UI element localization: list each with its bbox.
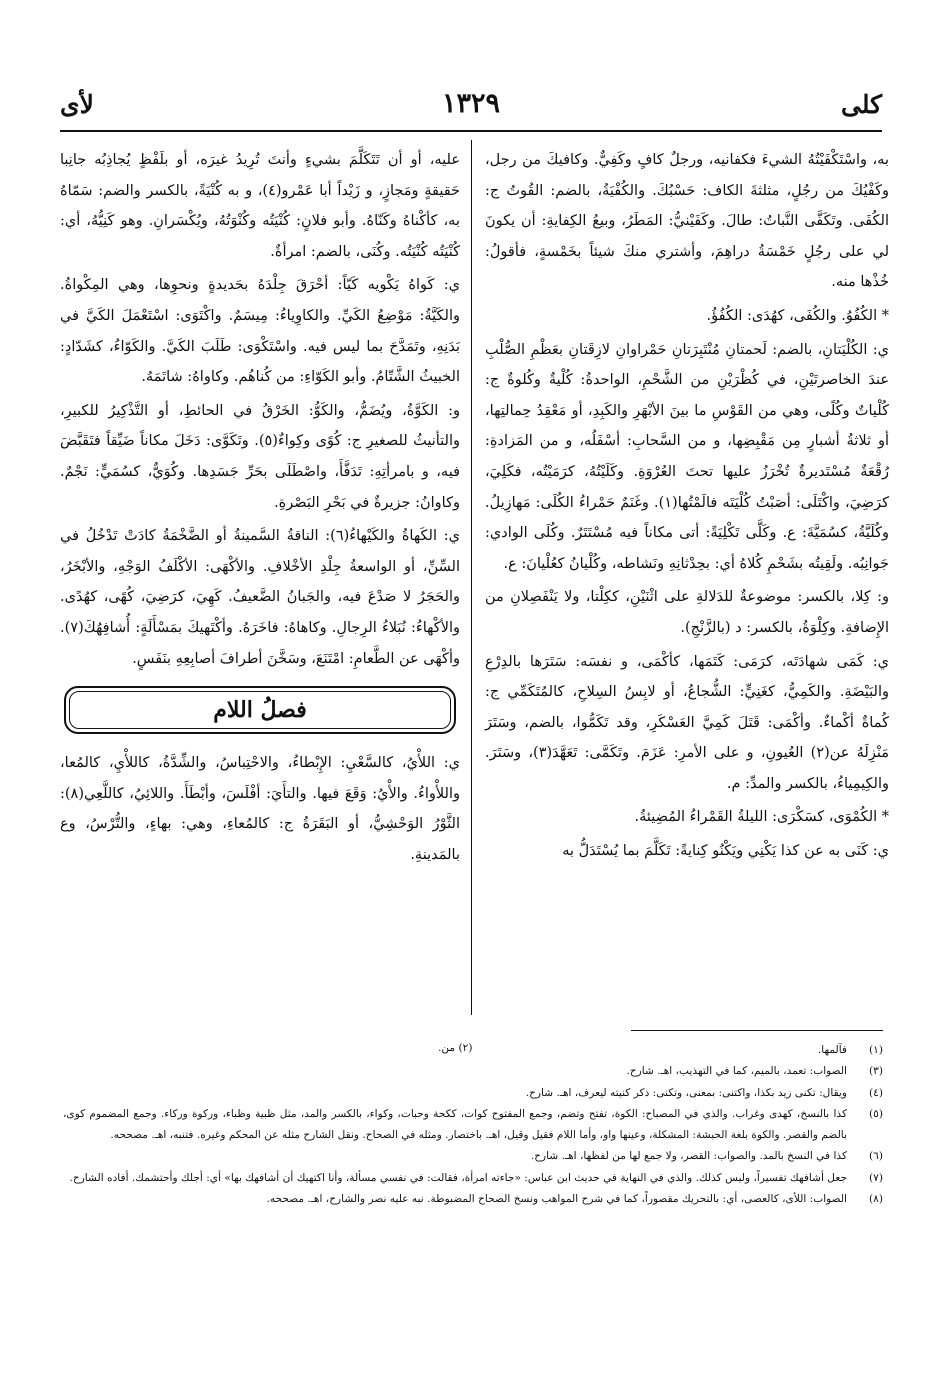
footnote-number: (٥): [869, 1107, 883, 1120]
page-header: [60, 88, 882, 128]
footnote-text: كذا بالنسخ، كهدى وغراب. والذي في المصباح: الكوة، تفتح وتضم، وجمع المفتوح كوات، ككحة وحبات، وكواء، بالكسر والمد، مثل ظبية وظباء، وركوة وركاء. وجمع المضموم كوى، بالضم والقصر. والكوة بلغة الحبشة: المشكلة، وعينها واو، وأما اللام فقيل وقيل، اهـ. باختصار. ومثله في الصحاح. ونقل الشارح مثله عن المحكم وغيره. فتنبه، اهـ. مصححه.: [63, 1107, 847, 1142]
entry-text: * الكُمْوَى، كسَكْرَى: الليلةُ القَمْراءُ المُضِيئةُ.: [634, 809, 889, 826]
footnote: [63, 1083, 883, 1104]
footnote: [63, 1104, 883, 1147]
entry-text: ي: الكُلْيَتانِ، بالضم: لَحمتانِ مُنْتَبِرَتانِ حَمْراوانِ لازِقَتانِ بعَظْمِ الصُّلْبِ عندَ الخاصرتَيْنِ، في كُظْرَيْنِ من الشَّحْمِ، الواحدةُ: كُلْيةٌ وكُلوةٌ ج: كُلْياتٌ وكُلًى، وهي من القَوْسِ ما بينَ الأبْهَرِ والكَبِدِ، أو مَعْقِدُ حِمالتِها، أو ثلاثةُ أشبارٍ مِن مَقْبِضِها، و من السَّحابِ: أسْفَلُه، و من المَزادةِ: رُقْعَةٌ مُسْتَديرةٌ تُخْرَزُ عليها تحتَ العُرْوَةِ. وكَلَيْتُهُ، كرَمَيْتُه، فكَلِيَ، كرَضِيَ، واكْتَلَى: أصَبْتُ كُلْيَتَه فالَمْتُها(١). وغَنَمٌ حَمْراءُ الكُلَى: مَهازِيلُ. وكُلَيَّةُ، كسُمَيَّةَ: ع. وكَلَّى تَكْلِيَةً: أتى مكاناً فيه مُسْتَتَرٌ. وكُلَى الوادي: جَوانِبُه. ولَقِيتُه بشَحْمِ كُلاهُ أي: بحِدْثانِهِ ونَشاطه، وكُلْيانُ كعُلْيانَ: ع.: [485, 341, 889, 572]
section-heading-box: [64, 686, 456, 734]
footnote: [63, 1189, 883, 1210]
page-number: ١٣٢٩: [441, 88, 500, 119]
footnote-number: (٨): [869, 1193, 883, 1206]
footnote: [63, 1040, 883, 1061]
entry-text: ي: كَمَى شهادَتَه، كرَمَى: كَتَمَها، كأكْمَى، و نفسَه: سَتَرَها بالدِرْعِ والبَيْضَةِ. والكَمِيُّ، كغَنِيٍّ: الشُّجاعُ، أو لابِسُ السِلاحِ، كالمُتَكَمِّي ج: كُماةٌ أكْماءٌ. وأكْمَى: قَتَلَ كَمِيَّ العَسْكَرِ، وقد تَكَمُّوا، بالضم، وسَتَرَ مَنْزِلَهُ عن(٢) العُيونِ، و على الأمرِ: عَزَمَ. وتَكَمَّى: تَعَهَّدَ(٣)، وسَتَرَ. والكِيمِياءُ، بالكسر والمدِّ: م.: [485, 653, 889, 792]
entry-text: * الكُفُوُ. والكُفَى، كهُدَى: الكُفُؤُ.: [706, 307, 889, 324]
entry-text: ي: الكَهاةُ والكَيْهاءُ(٦): الناقةُ السَّمينةُ أو الضَّخْمَةُ كادَتْ تَدْخُلُ في السِّنِّ، أو الواسعةُ جِلْدِ الأخْلافِ. والأكْهَى: الأكْلَفُ الوَجْهِ، والأبْخَرُ، والحَجَرُ لا صَدْعَ فيه، والجَبانُ الضَّعيفُ. كَهِيَ، كرَضِيَ، كُهًى، كهُدًى. والأكْهاءُ: نُبَلاءُ الرِجالِ. وكاهاهُ: فاخَرَهُ. وأكْتَهيكَ بمَسْأَلَةٍ: أُشافِهُكَ(٧). وأكْهَى عن الطَّعامِ: امْتَنَعَ، وسَخَّنَ أطرافَ أصابِعِهِ بنَفَسٍ.: [60, 528, 460, 667]
header-last-root: لأى: [60, 90, 94, 119]
right-column: [485, 145, 889, 867]
column-divider: [471, 140, 472, 1015]
footnote-rule: [631, 1030, 883, 1031]
header-root-word: كلى: [840, 90, 882, 119]
footnote: [63, 1168, 883, 1189]
footnote-text: الصواب: تعمد، بالميم، كما في التهذيب، اهـ. شارح.: [626, 1065, 847, 1078]
footnote-number: (٣): [869, 1065, 883, 1078]
footnote-text: جعل أشافهك تفسيراً، وليس كذلك. والذي في النهاية في حديث ابن عباس: «جاءته امرأة، فقالت: في نفسي مسألة، وأنا اكتهيك أن أشافهك بها» أي: أجلك وأحتشمك. أفاده الشارح.: [69, 1171, 847, 1184]
entry-text: ي: اللأْيُ، كالسَّعْيِ: الإِبْطاءُ، والاحْتِباسُ، والشِّدَّةُ، كاللأْيِ، كالمُعا، واللأْواءُ. والأْيُ: وَقَعَ فيها. والتأَيَ: أفْلَسَ، وأبْطَأَ. واللائِيُ، كاللَّعِي(٨): الثَّوْرُ الوَحْشِيُّ، أو البَقَرَةُ ج: كالمُعاءِ، وهي: بهاءٍ، والتُّرْسُ، وع بالمَدينةِ.: [60, 755, 460, 863]
section-title: فصلُ اللام: [213, 696, 307, 723]
footnote-text: فآلمها.: [817, 1044, 847, 1056]
header-rule: [60, 130, 882, 132]
footnote-text: كذا في النسخ بالمد. والصواب: القصر، ولا جمع لها من لفظها، اهـ. شارح.: [530, 1150, 847, 1163]
entry-text: عليه، أو أن تَتَكَلَّمَ بشيءٍ وأنتَ تُرِيدُ غيرَه، أو بلَفْظٍ يُجاذِبُه جانِبا حَقيقةٍ ومَجازٍ، و زَيْداً أبا عَمْرو(٤)، و به كُنْيَةً، بالكسر والضم: سَمّاهُ به، كأكْناهُ وكَنّاهُ. وأبو فلانٍ: كُنْيَتُه وكُنْوَتُهُ، ويُكْسَرانِ. وهو كَنِيُّهُ، أي: كُنْيَتُه كُنْيَتُه. وكُنَى، بالضم: امرأةٌ.: [60, 152, 460, 260]
footnote: [63, 1061, 883, 1082]
footnote: [63, 1146, 883, 1167]
footnote-number: (١): [869, 1044, 883, 1056]
footnote-text: ويقال: تكنى زيد بكذا، واكتنى: بمعنى، وتكنى: ذكر كنيته ليعرف، اهـ. شارح.: [525, 1086, 847, 1099]
footnote-number: (٦): [869, 1150, 883, 1163]
footnote-2: (٢) من.: [438, 1042, 473, 1054]
entry-text: ي: كَنَى به عن كذا يَكْنِي ويَكْنُو كِنايةً: تَكَلَّمَ بما يُسْتَدَلُّ به: [562, 843, 889, 860]
footnote-text: الصواب: اللأى، كالعصى، أي: بالتحريك مقصوراً، كما في شرح المواهب ونسخ الصحاح المضبوطة. نبه عليه نصر والشارح، اهـ. مصححه.: [266, 1193, 847, 1206]
entry-text: ي: كَواهُ يَكْويه كَيّاً: أحْرَقَ جِلْدَهُ بحَديدةٍ ونحوِها، وهي المِكْواةُ. والكَيَّةُ: مَوْضِعُ الكَيِّ. والكاوِياءُ: مِيسَمٌ. واكْتَوَى: اسْتَعْمَلَ الكَيَّ في بَدَنِهِ، وتَمَدَّحَ بما ليس فيه. واسْتَكْوَى: طَلَبَ الكَيَّ. والكَوّاءُ، كشَدّادٍ: الخبيثُ الشَّتّامُ. وأبو الكَوّاءِ: من كُناهُم. وكاواهُ: شاتَمَهُ.: [60, 277, 460, 386]
footnote-number: (٤): [869, 1086, 883, 1099]
entry-text: و: كِلا، بالكسر: موضوعةٌ للدَلالةِ على اثْنَيْنِ، ككِلْتا، ولا يَنْفَصِلانِ من الإِضافةِ. وكِلْوَةُ، بالكسر: د (بالزَّنْجِ).: [485, 589, 889, 636]
footnote-number: (٧): [869, 1171, 883, 1184]
entry-text: و: الكَوَّةُ، ويُضَمُّ، والكَوُّ: الخَرْقُ في الحائطِ، أو التَّذْكِيرُ للكبيرِ، والتأنيثُ للصغيرِ ج: كُوًى وكِواءٌ(٥). وتَكَوَّى: دَخَلَ مكاناً ضَيِّقاً فتَقَبَّضَ فيه، و بامرأتِهِ: تَدَفَّأَ، واصْطَلَى بحَرِّ جَسَدِها. وكُوَيٌّ، كسُمَيٍّ: نَجْمٌ. وكاوانُ: جزيرةٌ في بَحْرِ البَصْرةِ.: [60, 402, 460, 511]
entry-text: به، واسْتَكْفَيْتُهُ الشيءَ فكفانيه، ورجلٌ كافٍ وكَفِيٌّ. وكافيكَ من رجل، وكَفْيُكَ من رجُلٍ، مثلثةَ الكاف: حَسْبُكَ. والكُفْيَةُ، بالضم: القُوتُ ج: الكُفَى. وتَكَفَّى النَّباتُ: طالَ. وكَفَيْنيُّ: المَطَرُ، وبيعُ الكِفايةِ: أن يكونَ لي على رجُلٍ خَمْسَةُ دراهِمَ، وأشتري منكَ شيئاً بخَمْسةٍ، فأقولُ: خُذْها منه.: [485, 152, 889, 291]
left-column: [60, 145, 460, 870]
footnotes: [63, 1040, 883, 1210]
